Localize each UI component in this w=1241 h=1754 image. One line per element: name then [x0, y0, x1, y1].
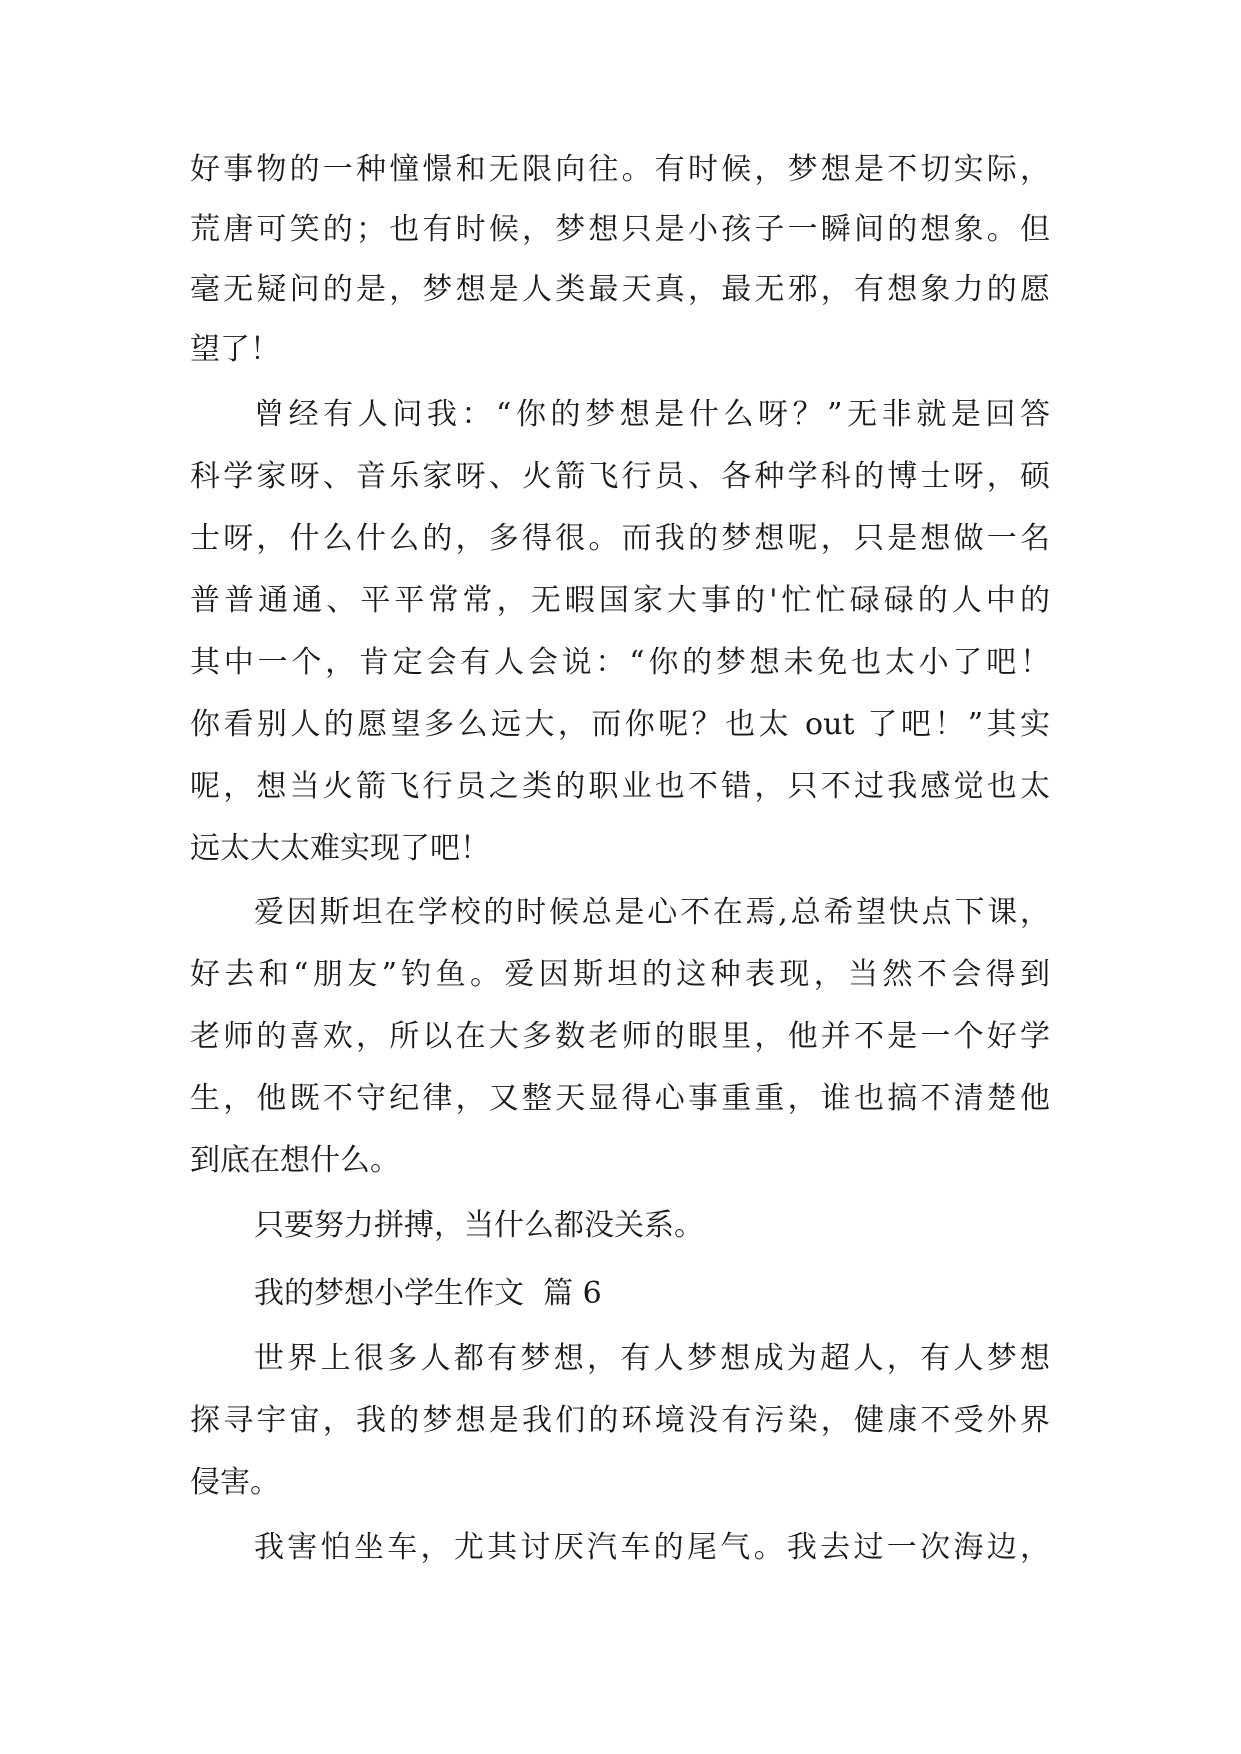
paragraph-3-line: 到底在想什么。 — [190, 1143, 400, 1178]
paragraph-2-line: 其中一个，肯定会有人会说：“你的梦想未免也太小了吧！ — [190, 645, 1050, 680]
paragraph-3-line: 爱因斯坦在学校的时候总是心不在焉,总希望快点下课， — [254, 895, 1050, 930]
paragraph-3-line: 老师的喜欢，所以在大多数老师的眼里，他并不是一个好学 — [190, 1019, 1050, 1054]
paragraph-1-line: 好事物的一种憧憬和无限向往。有时候，梦想是不切实际， — [190, 152, 1050, 187]
paragraph-5-line: 探寻宇宙，我的梦想是我们的环境没有污染，健康不受外界 — [190, 1403, 1050, 1438]
paragraph-2-line: 你看别人的愿望多么远大，而你呢？也太 out 了吧！”其实 — [190, 707, 1050, 742]
paragraph-2-line: 呢，想当火箭飞行员之类的职业也不错，只不过我感觉也太 — [190, 769, 1050, 804]
paragraph-1-line: 荒唐可笑的；也有时候，梦想只是小孩子一瞬间的想象。但 — [190, 212, 1050, 247]
paragraph-2-line: 曾经有人问我：“你的梦想是什么呀？”无非就是回答 — [254, 397, 1050, 432]
paragraph-4-line: 只要努力拼搏，当什么都没关系。 — [254, 1208, 704, 1243]
paragraph-2-line: 科学家呀、音乐家呀、火箭飞行员、各种学科的博士呀，硕 — [190, 459, 1050, 494]
paragraph-1-line: 毫无疑问的是，梦想是人类最天真，最无邪，有想象力的愿 — [190, 272, 1050, 307]
paragraph-3-line: 生，他既不守纪律，又整天显得心事重重，谁也搞不清楚他 — [190, 1081, 1050, 1116]
section-heading: 我的梦想小学生作文 篇 6 — [254, 1276, 602, 1311]
paragraph-2-line: 士呀，什么什么的，多得很。而我的梦想呢，只是想做一名 — [190, 521, 1050, 556]
paragraph-5-line: 世界上很多人都有梦想，有人梦想成为超人，有人梦想 — [254, 1341, 1050, 1376]
paragraph-2-line: 远太大太难实现了吧！ — [190, 831, 490, 866]
paragraph-5-line: 侵害。 — [190, 1465, 280, 1500]
paragraph-3-line: 好去和“朋友”钓鱼。爱因斯坦的这种表现，当然不会得到 — [190, 957, 1050, 992]
paragraph-1-line: 望了！ — [190, 332, 280, 367]
paragraph-2-line: 普普通通、平平常常，无暇国家大事的'忙忙碌碌的人中的 — [190, 583, 1050, 618]
paragraph-6-line: 我害怕坐车，尤其讨厌汽车的尾气。我去过一次海边， — [254, 1530, 1050, 1565]
